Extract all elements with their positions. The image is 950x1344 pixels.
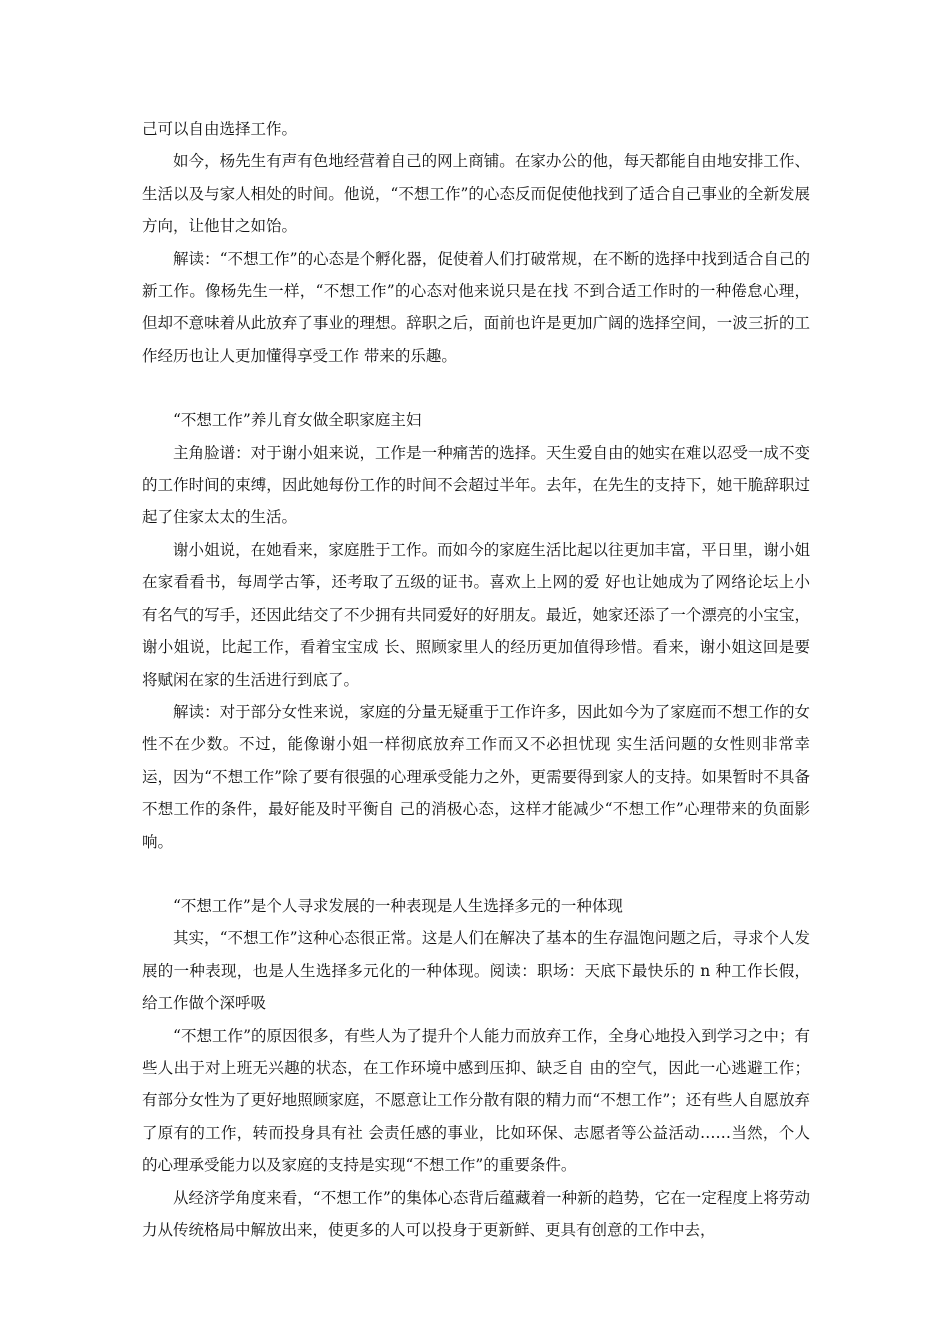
section-heading-housewife: “不想工作”养儿育女做全职家庭主妇	[173, 411, 422, 430]
paragraph-yang-analysis: 解读：“不想工作”的心态是个孵化器，促使着人们打破常规，在不断的选择中找到适合自己的新工作。像杨先生一样，“不想工作”的心态对他来说只是在找 不到合适工作时的一种倦怠心理，但却不意味着从此放弃了事业的理想。辞职之后，面前也许是更加广阔的选择空间，一波三折的工作经历也让人更加懂得享受工作 带来的乐趣。	[142, 249, 810, 365]
paragraph-xie-profile: 主角脸谱：对于谢小姐来说，工作是一种痛苦的选择。天生爱自由的她实在难以忍受一成不变的工作时间的束缚，因此她每份工作的时间不会超过半年。去年，在先生的支持下，她干脆辞职过起了住家太太的生活。	[142, 443, 810, 527]
paragraph-economics: 从经济学角度来看，“不想工作”的集体心态背后蕴藏着一种新的趋势，它在一定程度上将劳动力从传统格局中解放出来，使更多的人可以投身于更新鲜、更具有创意的工作中去，	[142, 1188, 810, 1239]
paragraph-xie-analysis: 解读：对于部分女性来说，家庭的分量无疑重于工作许多，因此如今为了家庭而不想工作的女性不在少数。不过，能像谢小姐一样彻底放弃工作而又不必担忧现 实生活问题的女性则非常幸运，因为“不想工作”除了要有很强的心理承受能力之外，更需要得到家人的支持。如果暂时不具备不想工作的条件，最好能及时平衡自 己的消极心态，这样才能减少“不想工作”心理带来的负面影响。	[142, 702, 810, 851]
paragraph-reasons: “不想工作”的原因很多，有些人为了提升个人能力而放弃工作，全身心地投入到学习之中；有些人出于对上班无兴趣的状态，在工作环境中感到压抑、缺乏自 由的空气，因此一心逃避工作；有部分女性为了更好地照顾家庭，不愿意让工作分散有限的精力而“不想工作”；还有些人自愿放弃了原有的工作，转而投身具有社 会责任感的事业，比如环保、志愿者等公益活动……当然，个人的心理承受能力以及家庭的支持是实现“不想工作”的重要条件。	[142, 1026, 810, 1175]
paragraph-normal-mindset: 其实，“不想工作”这种心态很正常。这是人们在解决了基本的生存温饱问题之后，寻求个人发展的一种表现，也是人生选择多元化的一种体现。阅读：职场：天底下最快乐的 n 种工作长假，给工作做个深呼吸	[142, 929, 810, 1013]
section-gap	[142, 858, 810, 890]
document-page	[142, 113, 810, 1246]
paragraph-continuation: 己可以自由选择工作。	[142, 120, 298, 138]
paragraph-xie-life: 谢小姐说，在她看来，家庭胜于工作。而如今的家庭生活比起以往更加丰富，平日里，谢小姐在家看看书，每周学古筝，还考取了五级的证书。喜欢上上网的爱 好也让她成为了网络论坛上小有名气的写手，还因此结交了不少拥有共同爱好的好朋友。最近，她家还添了一个漂亮的小宝宝，谢小姐说，比起工作，看着宝宝成 长、照顾家里人的经历更加值得珍惜。看来，谢小姐这回是要将赋闲在家的生活进行到底了。	[142, 540, 810, 689]
section-heading-development: “不想工作”是个人寻求发展的一种表现是人生选择多元的一种体现	[173, 896, 623, 915]
section-gap	[142, 372, 810, 404]
paragraph-yang-business: 如今，杨先生有声有色地经营着自己的网上商铺。在家办公的他，每天都能自由地安排工作、生活以及与家人相处的时间。他说，“不想工作”的心态反而促使他找到了适合自己事业的全新发展方向，让他甘之如饴。	[142, 152, 810, 236]
